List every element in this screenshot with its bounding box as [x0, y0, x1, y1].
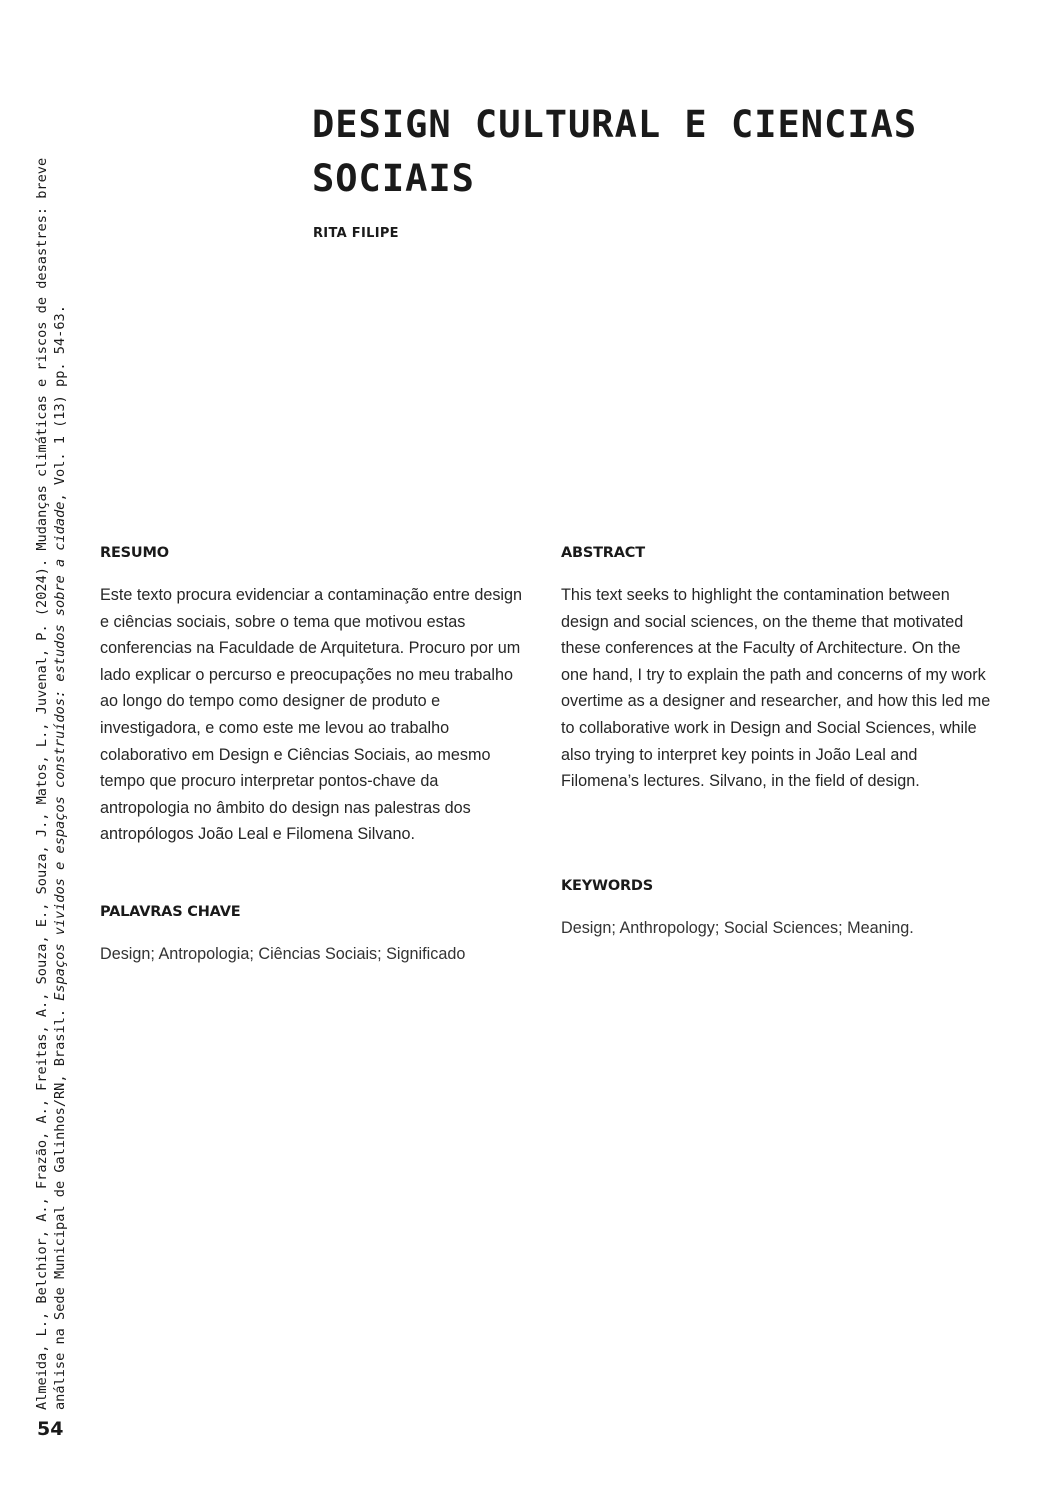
- citation-sidebar: [33, 110, 69, 1410]
- keywords-heading: KEYWORDS: [561, 878, 654, 894]
- article-author: RITA FILIPE: [313, 226, 399, 241]
- abstract-section: [561, 543, 991, 795]
- citation-journal-title: Espaços vividos e espaços construídos: estudos sobre a cidade: [52, 501, 68, 1001]
- citation-line-1: Almeida, L., Belchior, A., Frazão, A., Freitas, A., Souza, E., Souza, J., Matos, L., Juvenal, P. (2024). Mudanças climáticas e riscos de desastres: breve: [34, 157, 50, 1410]
- abstract-text: This text seeks to highlight the contamination between design and social sciences, on the theme that motivated these conferences at the Faculty of Architecture. On the one hand, I try to explain the path and concerns of my work overtime as a designer and researcher, and how this led me to collaborative work in Design and Social Sciences, while also trying to interpret key points in João Leal and Filomena’s lectures. Silvano, in the field of design.: [561, 586, 991, 791]
- palavras-chave-text: Design; Antropologia; Ciências Sociais; Significado: [100, 945, 466, 963]
- resumo-text: Este texto procura evidenciar a contaminação entre design e ciências sociais, sobre o tema que motivou estas conferencias na Faculdade de Arquitetura. Procuro por um lado explicar o percurso e preocupações no meu trabalho ao longo do tempo como designer de produto e investigadora, e como este me levou ao trabalho colaborativo em Design e Ciências Sociais, ao mesmo tempo que procuro interpretar pontos-chave da antropologia no âmbito do design nas palestras dos antropólogos João Leal e Filomena Silvano.: [100, 586, 523, 844]
- citation-line-2-start: análise na Sede Municipal de Galinhos/RN, Brasil.: [52, 1000, 68, 1410]
- resumo-heading: RESUMO: [100, 545, 169, 561]
- keywords-section: [561, 876, 991, 942]
- article-title: DESIGN CULTURAL E CIENCIAS SOCIAIS: [312, 103, 918, 200]
- palavras-chave-section: [100, 902, 530, 968]
- citation-line-2: [51, 110, 69, 1410]
- citation-line-2-end: , Vol. 1 (13) pp. 54-63.: [52, 305, 68, 502]
- resumo-section: [100, 543, 530, 848]
- keywords-text: Design; Anthropology; Social Sciences; Meaning.: [561, 919, 914, 937]
- abstract-heading: ABSTRACT: [561, 545, 645, 561]
- page-number: 54: [37, 1418, 64, 1440]
- palavras-chave-heading: PALAVRAS CHAVE: [100, 904, 241, 920]
